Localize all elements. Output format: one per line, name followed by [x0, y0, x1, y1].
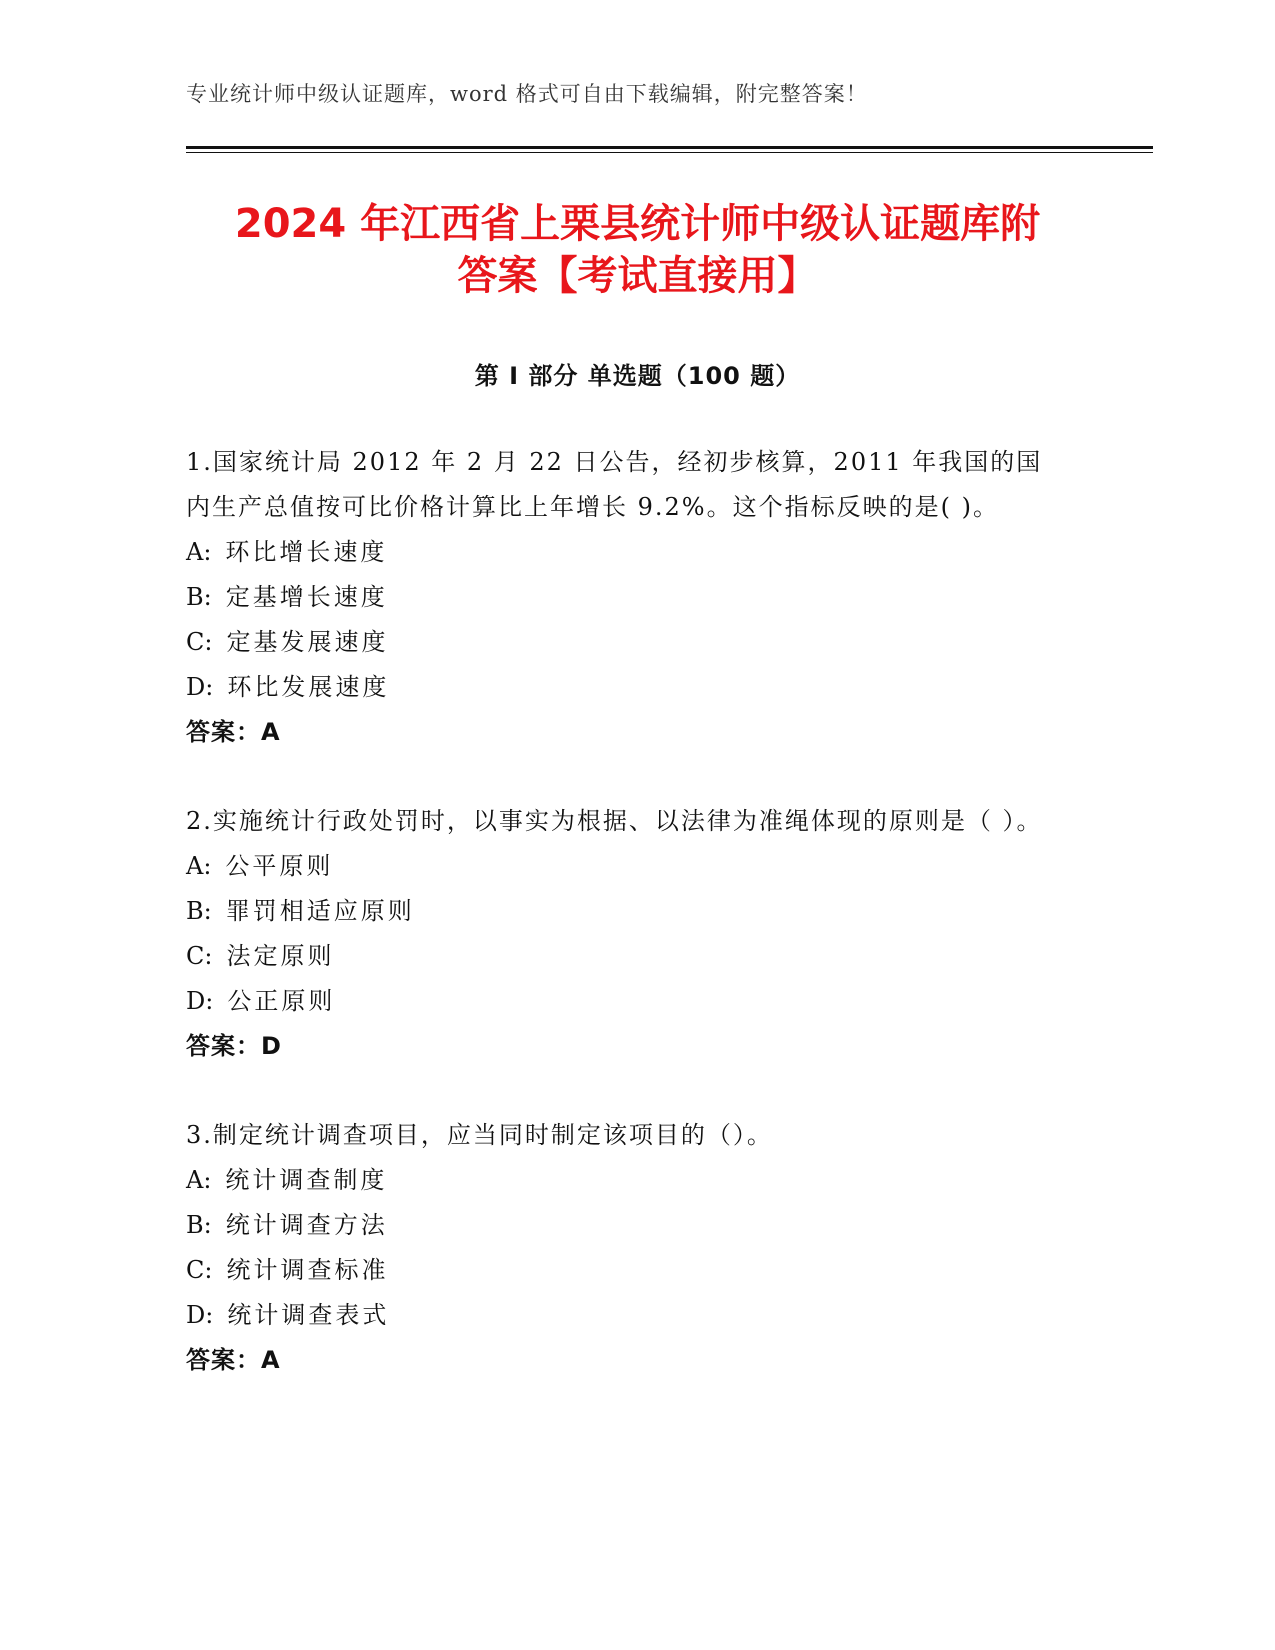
option-key: B: [186, 1211, 212, 1239]
option-text: 公正原则 [227, 987, 336, 1015]
option-text: 公平原则 [225, 852, 334, 880]
option-text: 罪罚相适应原则 [225, 897, 415, 925]
question-3 [186, 1113, 1066, 1383]
option-key: C: [186, 628, 213, 656]
option-a [186, 1158, 1066, 1203]
answer: 答案：A [186, 1346, 281, 1374]
option-key: A: [186, 538, 212, 566]
option-key: B: [186, 897, 212, 925]
option-d [186, 1293, 1066, 1338]
option-key: B: [186, 583, 212, 611]
question-stem: 2.实施统计行政处罚时，以事实为根据、以法律为准绳体现的原则是（ ）。 [186, 807, 1043, 835]
section-heading: 第 I 部分 单选题（100 题） [474, 362, 801, 390]
option-d [186, 979, 1066, 1024]
question-2 [186, 799, 1066, 1069]
option-c [186, 1248, 1066, 1293]
header-divider-thick [186, 146, 1153, 149]
question-list [186, 440, 1066, 1427]
option-key: D: [186, 673, 214, 701]
option-b [186, 575, 1066, 620]
option-text: 定基增长速度 [225, 583, 388, 611]
option-b [186, 889, 1066, 934]
title-line-1: 2024 年江西省上栗县统计师中级认证题库附 [234, 201, 1041, 247]
option-key: C: [186, 1256, 213, 1284]
option-c [186, 934, 1066, 979]
title-line-2: 答案【考试直接用】 [457, 253, 818, 299]
option-key: A: [186, 1166, 212, 1194]
option-text: 环比发展速度 [227, 673, 390, 701]
header-divider-thin [186, 152, 1153, 153]
option-text: 定基发展速度 [226, 628, 389, 656]
option-a [186, 844, 1066, 889]
option-text: 统计调查制度 [225, 1166, 388, 1194]
option-text: 统计调查方法 [225, 1211, 388, 1239]
option-key: D: [186, 1301, 214, 1329]
option-text: 统计调查标准 [226, 1256, 389, 1284]
answer: 答案：A [186, 718, 281, 746]
question-stem: 3.制定统计调查项目，应当同时制定该项目的（）。 [186, 1121, 773, 1149]
question-stem: 1.国家统计局 2012 年 2 月 22 日公告，经初步核算，2011 年我国的国内生产总值按可比价格计算比上年增长 9.2%。这个指标反映的是( )。 [186, 448, 1043, 521]
option-text: 环比增长速度 [225, 538, 388, 566]
option-a [186, 530, 1066, 575]
document-title [150, 198, 1125, 302]
option-d [186, 665, 1066, 710]
option-b [186, 1203, 1066, 1248]
option-key: D: [186, 987, 214, 1015]
option-text: 统计调查表式 [227, 1301, 390, 1329]
option-key: A: [186, 852, 212, 880]
option-key: C: [186, 942, 213, 970]
question-1 [186, 440, 1066, 755]
option-c [186, 620, 1066, 665]
option-text: 法定原则 [226, 942, 335, 970]
header-note: 专业统计师中级认证题库，word 格式可自由下载编辑，附完整答案！ [186, 82, 868, 106]
answer: 答案：D [186, 1032, 282, 1060]
